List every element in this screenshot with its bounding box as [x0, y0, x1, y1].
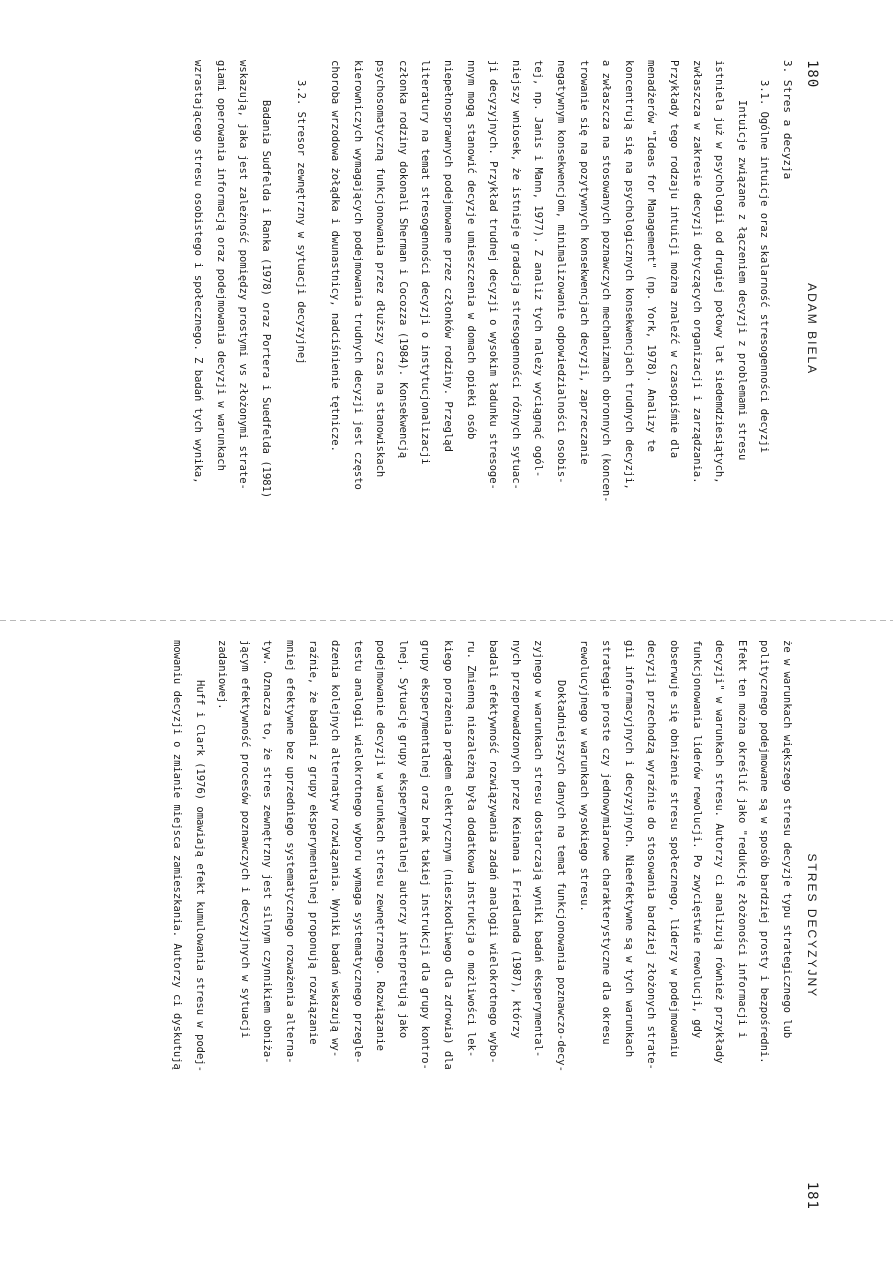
text-line: lnej. Sytuację grupy eksperymentalnej autorzy interpretują jako — [396, 640, 409, 1039]
text-line: strategie proste czy jednowymiarowe charakterystyczne dla okresu — [600, 640, 613, 1045]
text-line: a zwłaszcza na stosowanych poznawczych mechanizmach obronnych (koncen- — [600, 60, 613, 503]
text-line: mniej efektywne bez uprzedniego systematycznego rozważenia alterna- — [283, 640, 296, 1064]
subsection-heading: 3.1. Ogólne intuicje oraz skalarność stresogenności decyzji — [758, 80, 771, 453]
text-line: menadżerów "Ideas for Management" (np. York, 1978). Analizy te — [645, 60, 658, 452]
text-line: literatury na temat stresogenności decyzji o instytucjonalizacji — [419, 60, 432, 465]
text-line: Intuicje związane z łączeniem decyzji z problemami stresu — [735, 100, 748, 461]
running-head: ADAM BIELA — [805, 283, 819, 376]
text-line: gii informacyjnych i decyzyjnych. Nieefektywne są w tych warunkach — [622, 640, 635, 1058]
text-line: negatywnym konsekwencjom, minimalizowanie odpowiedzialności osobis- — [555, 60, 568, 484]
text-line: trowanie się na pozytywnych konsekwencjach decyzji, zaprzeczanie — [577, 60, 590, 465]
text-line: funkcjonowania liderów rewolucji. Po zwycięstwie rewolucji, gdy — [690, 640, 703, 1039]
text-line: mowaniu decyzji o zmianie miejsca zamieszkania. Autorzy ci dyskutują — [170, 640, 183, 1070]
text-line: istniela już w psychologii od drugiej połowy lat siedemdziesiątych, — [713, 60, 726, 484]
text-line: kiego porażenia prądem elektrycznym (nieszkodliwego dla zdrowia) dla — [442, 640, 455, 1070]
text-line: jącym efektywność procesów poznawczych i decyzyjnych w sytuacji — [238, 640, 251, 1039]
page-181-content — [60, 640, 820, 1210]
text-line: testu analogii wielokrotnego wyboru wymaga systematycznego przegle- — [351, 640, 364, 1064]
text-line: tyw. Oznacza to, że stres zewnętrzny jest silnym czynnikiem obniża- — [261, 640, 274, 1064]
text-line: podejmowanie decyzji w warunkach stresu zewnętrznego. Rozwiązanie — [374, 640, 387, 1051]
text-line: tej, np. Janis i Mann, 1977). Z analiz tych należy wyciągnąć ogól- — [532, 60, 545, 478]
text-line: psychosomatyczną funkcjonowania przez dłuższy czas na stanowiskach — [374, 60, 387, 478]
text-line: Huff i Clark (1976) omawiają efekt kumulowania stresu w podej- — [193, 680, 206, 1072]
text-line: członka rodziny dokonali Sherman i Cocozza (1984). Konsekwencją — [396, 60, 409, 459]
text-line: raźnie, że badani z grupy eksperymentalnej proponują rozwiązanie — [306, 640, 319, 1045]
text-line: niepełnosprawnych podejmowane przez członków rodziny. Przegląd — [442, 60, 455, 452]
text-line: Dokładniejszych danych na temat funkcjonowania poznawczo-decy- — [555, 680, 568, 1072]
text-line: Przykłady tego rodzaju intuicji można znaleźć w czasopiśmie dla — [668, 60, 681, 459]
text-line: nych przeprowadzonych przez Keinana i Friedlanda (1987), którzy — [509, 640, 522, 1039]
text-line: ji decyzyjnych. Przykład trudnej decyzji o wysokim ładunku stresoge- — [487, 60, 500, 490]
page-181 — [60, 640, 820, 1210]
text-line: zadaniowej. — [216, 640, 229, 710]
page-fold-divider — [0, 620, 893, 621]
text-line: obserwuje się obniżenie stresu społecznego, liderzy w podejmowaniu — [668, 640, 681, 1058]
text-line: ru. Zmienną niezależną była dodatkowa instrukcja o możliwości lek- — [464, 640, 477, 1058]
page-180-content — [60, 60, 820, 600]
text-line: badali efektywność rozwiązywania zadań analogii wielokrotnego wybo- — [487, 640, 500, 1064]
text-line: koncentrują się na psychologicznych konsekwencjach trudnych decyzji, — [622, 60, 635, 490]
text-line: zwłaszcza w zakresie decyzji dotyczących organizacji i zarządzania. — [690, 60, 703, 484]
text-line: Badania Sudfelda i Ranka (1978) oraz Portera i Suedfelda (1981) — [259, 100, 272, 499]
subsection-heading: 3.2. Stresor zewnętrzny w sytuacji decyzyjnej — [294, 80, 307, 365]
text-line: kierowniczych wymagających podejmowania trudnych decyzji jest często — [351, 60, 364, 490]
text-line: rewolucyjnego w warunkach wysokiego stresu. — [577, 640, 590, 912]
page-180 — [60, 60, 820, 600]
text-line: decyzji" w warunkach stresu. Autorzy ci analizują również przykłady — [713, 640, 726, 1064]
section-heading: 3. Stres a decyzja — [781, 60, 794, 180]
text-line: dzenia kolejnych alternatyw rozwiązania. Wyniki badań wskazują wy- — [329, 640, 342, 1058]
text-line: wskazują, jaka jest zależność pomiędzy prostymi vs złożonymi strate- — [237, 60, 250, 490]
page-number: 180 — [804, 60, 820, 89]
page-header — [804, 640, 820, 1210]
text-line: nnym mogą stanowić decyzje umieszczenia w domach opieki osób — [464, 60, 477, 440]
text-line: Efekt ten można określić jako "redukcję złożoności informacji i — [735, 640, 748, 1039]
text-line: grupy eksperymentalnej oraz brak takiej instrukcji dla grupy kontro- — [419, 640, 432, 1070]
text-line: politycznego podejmowane są w sposób bardziej prosty i bezpośredni. — [758, 640, 771, 1064]
text-line: decyzji przechodzą wyraźnie do stosowania bardziej złożonych strate- — [645, 640, 658, 1070]
running-head: STRES DECYZYJNY — [805, 853, 819, 999]
page-header — [804, 60, 820, 600]
text-line: zyjnego w warunkach stresu dostarczają wyniki badań eksperymental- — [532, 640, 545, 1058]
text-line: niejszy wniosek, że istnieje gradacja stresogenności różnych sytuac- — [509, 60, 522, 490]
text-line: choroba wrzodowa żołądka i dwunastnicy, nadciśnienie tętnicze. — [329, 60, 342, 452]
text-line: giami operowania informacją oraz podejmowania decyzji w warunkach — [214, 60, 227, 471]
text-line: wzrastającego stresu osobistego i społecznego. Z badań tych wynika, — [192, 60, 205, 484]
text-line: że w warunkach większego stresu decyzje typu strategicznego lub — [781, 640, 793, 1039]
page-number: 181 — [804, 1181, 820, 1210]
